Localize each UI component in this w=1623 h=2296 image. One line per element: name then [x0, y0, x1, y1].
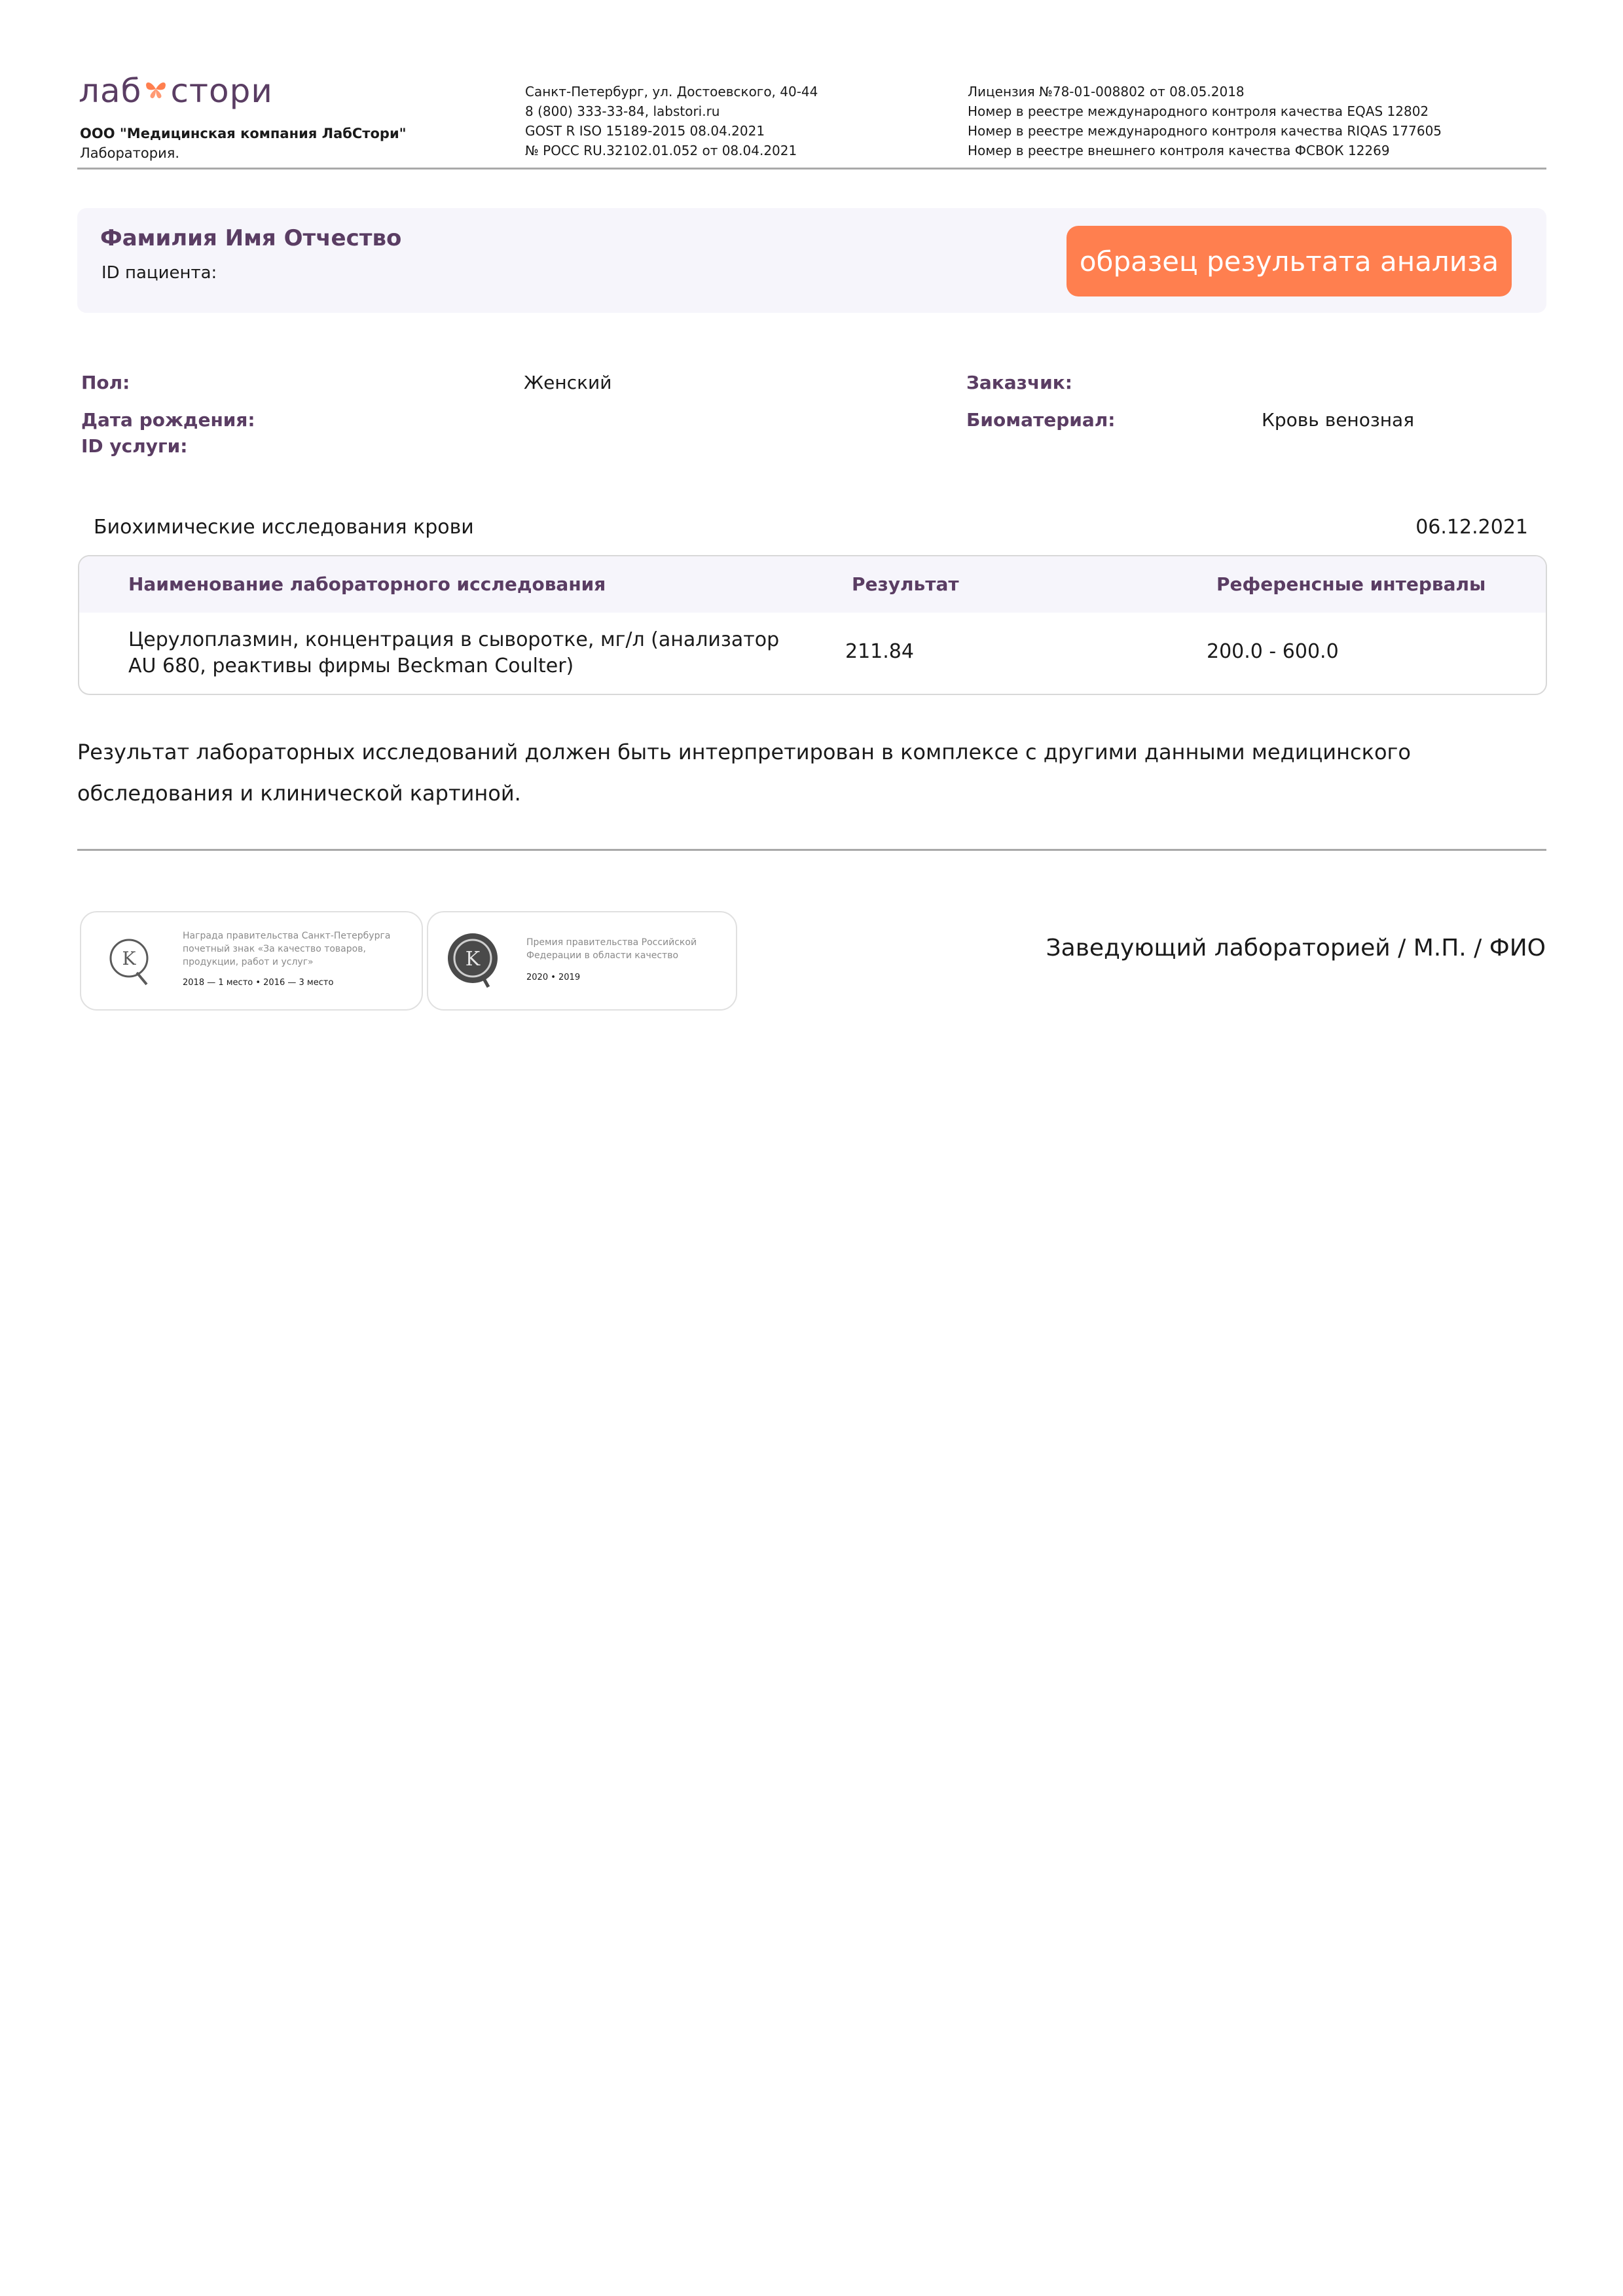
award-line: почетный знак «За качество товаров,	[183, 944, 366, 954]
award-card	[427, 911, 737, 1011]
sex-label: Пол:	[81, 372, 130, 393]
license-block	[968, 82, 1442, 160]
column-header-name: Наименование лабораторного исследования	[128, 573, 606, 595]
birth-date-label: Дата рождения:	[81, 409, 255, 431]
footer-divider	[77, 849, 1546, 851]
logo-text-left: лаб	[79, 72, 142, 110]
test-name-cell: Церулоплазмин, концентрация в сыворотке, мг/л (анализатор AU 680, реактивы фирмы Beckman Coulter)	[128, 628, 780, 677]
company-logo	[79, 72, 273, 110]
company-type: Лаборатория.	[80, 145, 180, 161]
column-header-result: Результат	[852, 573, 959, 595]
quality-seal-icon	[445, 931, 500, 992]
signature-line: Заведующий лабораторией / М.П. / ФИО	[1046, 935, 1546, 961]
customer-label: Заказчик:	[966, 372, 1072, 393]
svg-text:K: K	[465, 948, 481, 971]
result-cell: 211.84	[845, 640, 914, 663]
award-years: 2018 — 1 место • 2016 — 3 место	[183, 978, 334, 988]
license-line: Номер в реестре международного контроля качества EQAS 12802	[968, 103, 1429, 119]
butterfly-icon	[143, 72, 169, 110]
biomaterial-value: Кровь венозная	[1262, 409, 1415, 431]
award-line: Награда правительства Санкт-Петербурга	[183, 931, 391, 941]
sample-badge: образец результата анализа	[1067, 226, 1512, 296]
address-line: № РОСС RU.32102.01.052 от 08.04.2021	[525, 143, 797, 158]
address-block	[525, 82, 818, 160]
award-line: Федерации в области качество	[526, 950, 679, 961]
company-name: ООО "Медицинская компания ЛабСтори"	[80, 126, 407, 141]
quality-mark-icon	[107, 935, 153, 990]
address-line: Санкт-Петербург, ул. Достоевского, 40-44	[525, 84, 818, 99]
license-line: Лицензия №78-01-008802 от 08.05.2018	[968, 84, 1245, 99]
section-title: Биохимические исследования крови	[94, 516, 474, 539]
license-line: Номер в реестре внешнего контроля качества ФСВОК 12269	[968, 143, 1390, 158]
svg-text:K: K	[122, 948, 136, 969]
award-line: продукции, работ и услуг»	[183, 957, 314, 967]
table-header	[79, 556, 1546, 613]
award-description	[183, 929, 390, 969]
results-table	[78, 555, 1547, 695]
award-years: 2020 • 2019	[526, 973, 581, 982]
award-card	[80, 911, 423, 1011]
header-divider	[77, 168, 1546, 170]
award-description	[526, 936, 697, 962]
award-line: Премия правительства Российской	[526, 937, 697, 948]
service-id-label: ID услуги:	[81, 435, 188, 457]
biomaterial-label: Биоматериал:	[966, 409, 1116, 431]
sex-value: Женский	[524, 372, 612, 393]
logo-text-right: стори	[170, 72, 273, 110]
address-line: 8 (800) 333-33-84, labstori.ru	[525, 103, 720, 119]
interpretation-note: Результат лабораторных исследований должен быть интерпретирован в комплексе с другими данными медицинского обследования и клинической картиной.	[77, 740, 1411, 806]
reference-cell: 200.0 - 600.0	[1207, 640, 1339, 663]
column-header-reference: Референсные интервалы	[1216, 573, 1486, 595]
patient-id-label: ID пациента:	[101, 263, 217, 283]
license-line: Номер в реестре международного контроля качества RIQAS 177605	[968, 123, 1442, 139]
patient-name: Фамилия Имя Отчество	[100, 225, 402, 251]
address-line: GOST R ISO 15189-2015 08.04.2021	[525, 123, 765, 139]
section-date: 06.12.2021	[1415, 516, 1528, 539]
